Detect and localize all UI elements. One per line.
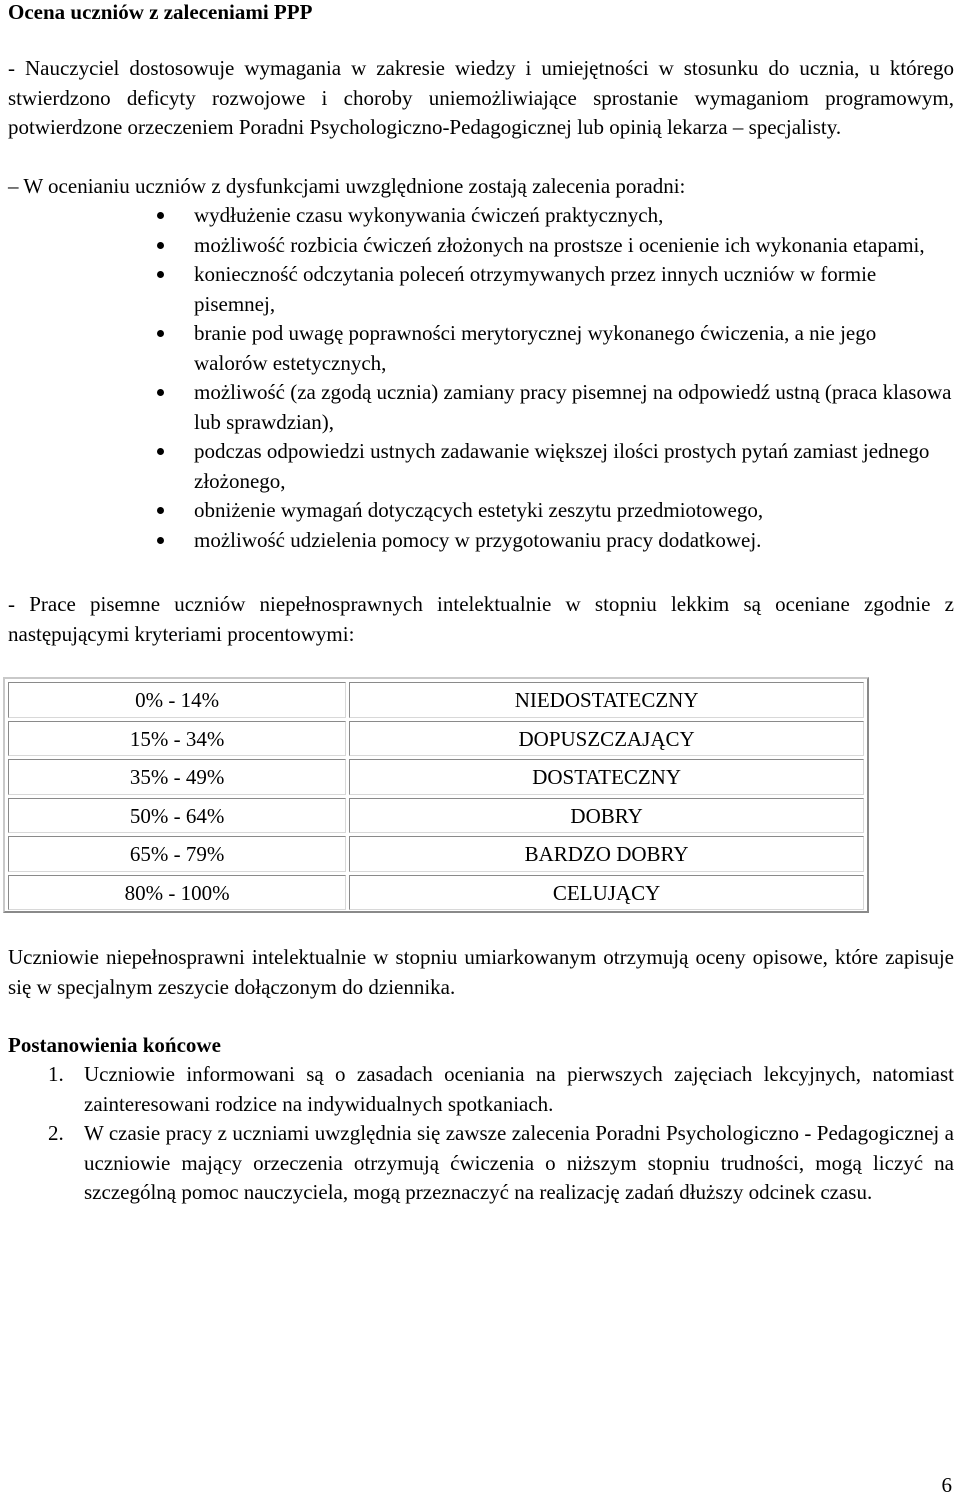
list-item-text: możliwość (za zgodą ucznia) zamiany pracy pisemnej na odpowiedź ustną (praca klasowa lub sprawdzian), bbox=[194, 380, 952, 434]
grade-cell: DOBRY bbox=[349, 798, 864, 834]
list-item-text: branie pod uwagę poprawności merytorycznej wykonanego ćwiczenia, a nie jego walorów estetycznych, bbox=[194, 321, 877, 375]
bullet-icon bbox=[157, 537, 164, 544]
grade-cell: DOSTATECZNY bbox=[349, 759, 864, 795]
document-title: Ocena uczniów z zaleceniami PPP bbox=[8, 0, 313, 24]
final-provisions-heading: Postanowienia końcowe bbox=[8, 1033, 221, 1057]
dysfunctions-intro: – W ocenianiu uczniów z dysfunkcjami uwzględnione zostają zalecenia poradni: bbox=[8, 174, 686, 198]
list-item bbox=[8, 1119, 954, 1208]
moderate-disability-note: Uczniowie niepełnosprawni intelektualnie w stopniu umiarkowanym otrzymują oceny opisowe, które zapisuje się w specjalnym zeszycie dołączonym do dziennika. bbox=[8, 945, 954, 999]
list-item bbox=[8, 1060, 954, 1119]
list-item bbox=[8, 201, 954, 231]
recommendations-list bbox=[8, 201, 954, 555]
table-row bbox=[8, 721, 864, 757]
bullet-icon bbox=[157, 507, 164, 514]
bullet-icon bbox=[157, 242, 164, 249]
bullet-icon bbox=[157, 389, 164, 396]
list-item bbox=[8, 526, 954, 556]
list-item-text: możliwość udzielenia pomocy w przygotowaniu pracy dodatkowej. bbox=[194, 527, 762, 552]
list-number: 2. bbox=[48, 1121, 64, 1145]
table-row bbox=[8, 759, 864, 795]
list-item-text: możliwość rozbicia ćwiczeń złożonych na prostsze i ocenienie ich wykonania etapami, bbox=[194, 232, 925, 257]
list-item-text: Uczniowie informowani są o zasadach oceniania na pierwszych zajęciach lekcyjnych, natomiast zainteresowani rodzice na indywidualnych spotkaniach. bbox=[84, 1062, 954, 1116]
list-item bbox=[8, 319, 954, 378]
list-item-text: konieczność odczytania poleceń otrzymywanych przez innych uczniów w formie pisemnej, bbox=[194, 262, 877, 316]
list-item bbox=[8, 378, 954, 437]
final-provisions-list bbox=[8, 1060, 954, 1208]
table-row bbox=[8, 798, 864, 834]
list-item bbox=[8, 496, 954, 526]
bullet-icon bbox=[157, 330, 164, 337]
list-item-text: obniżenie wymagań dotyczących estetyki zeszytu przedmiotowego, bbox=[194, 498, 764, 522]
percent-range-cell: 80% - 100% bbox=[8, 875, 346, 911]
table-row bbox=[8, 875, 864, 911]
grade-cell: NIEDOSTATECZNY bbox=[349, 682, 864, 718]
bullet-icon bbox=[157, 212, 164, 219]
grade-cell: CELUJĄCY bbox=[349, 875, 864, 911]
intro-paragraph: - Nauczyciel dostosowuje wymagania w zakresie wiedzy i umiejętności w stosunku do ucznia, u którego stwierdzono deficyty rozwojowe i choroby uniemożliwiające sprostanie wymaganiom programowym, potwierdzone orzeczeniem Poradni Psychologiczno-Pedagogicznej lub opinią lekarza – specjalisty. bbox=[8, 56, 954, 139]
bullet-icon bbox=[157, 271, 164, 278]
list-item-text: podczas odpowiedzi ustnych zadawanie większej ilości prostych pytań zamiast jednego złożonego, bbox=[194, 439, 930, 493]
percent-range-cell: 65% - 79% bbox=[8, 836, 346, 872]
percent-range-cell: 15% - 34% bbox=[8, 721, 346, 757]
percent-range-cell: 35% - 49% bbox=[8, 759, 346, 795]
grade-criteria-table bbox=[3, 677, 869, 913]
list-number: 1. bbox=[48, 1062, 64, 1086]
bullet-icon bbox=[157, 448, 164, 455]
page-number: 6 bbox=[941, 1473, 952, 1497]
grade-cell: DOPUSZCZAJĄCY bbox=[349, 721, 864, 757]
percent-range-cell: 0% - 14% bbox=[8, 682, 346, 718]
list-item bbox=[8, 437, 954, 496]
list-item bbox=[8, 231, 954, 261]
table-row bbox=[8, 682, 864, 718]
list-item-text: wydłużenie czasu wykonywania ćwiczeń praktycznych, bbox=[194, 203, 664, 227]
percent-range-cell: 50% - 64% bbox=[8, 798, 346, 834]
table-row bbox=[8, 836, 864, 872]
list-item-text: W czasie pracy z uczniami uwzględnia się zawsze zalecenia Poradni Psychologiczno - Pedagogicznej a uczniowie mający orzeczenia otrzymują ćwiczenia o niższym stopniu trudności, mogą liczyć na szczególną pomoc nauczyciela, mogą przeznaczyć na realizację zadań dłuższy odcinek czasu. bbox=[84, 1121, 954, 1204]
grade-cell: BARDZO DOBRY bbox=[349, 836, 864, 872]
list-item bbox=[8, 260, 954, 319]
written-work-intro: - Prace pisemne uczniów niepełnosprawnych intelektualnie w stopniu lekkim są oceniane zgodnie z następującymi kryteriami procentowymi: bbox=[8, 592, 954, 646]
